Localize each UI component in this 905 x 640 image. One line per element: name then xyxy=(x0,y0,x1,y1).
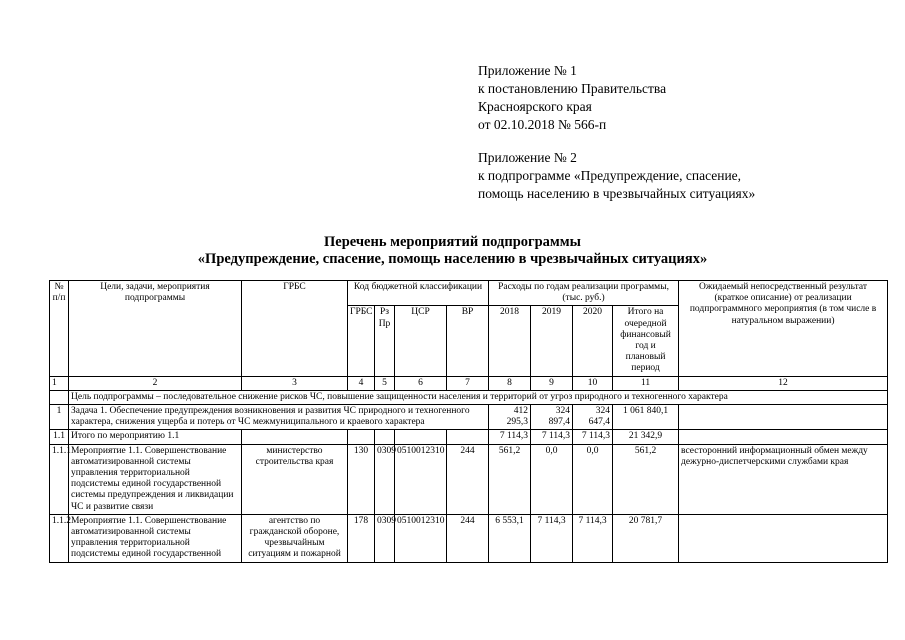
subtotal-num: 1.1 xyxy=(50,430,69,444)
header-budget-code: Код бюджетной классификации xyxy=(348,281,489,306)
table-row xyxy=(50,514,888,562)
column-number: 12 xyxy=(679,376,888,390)
goal-row xyxy=(50,390,888,404)
row-result: всесторонний информационный обмен между дежурно-диспетчерскими службами края xyxy=(679,444,888,514)
column-number: 10 xyxy=(573,376,613,390)
subtotal-2020: 7 114,3 xyxy=(573,430,613,444)
row-rzpr: 0309 xyxy=(375,444,395,514)
subheader-vr: ВР xyxy=(447,306,489,376)
row-csr: 0510012310 xyxy=(395,444,447,514)
row-2019: 0,0 xyxy=(531,444,573,514)
subtotal-grbs xyxy=(348,430,375,444)
column-number: 2 xyxy=(69,376,242,390)
subheader-2019: 2019 xyxy=(531,306,573,376)
column-number: 6 xyxy=(395,376,447,390)
row-text: Мероприятие 1.1. Совершенствование автоматизированной системы управления территориальной подсистемы единой государственной системы предупреждения и ликвидации ЧС и развитие связи xyxy=(69,444,242,514)
subheader-csr: ЦСР xyxy=(395,306,447,376)
row-grbs-name: агентство по гражданской обороне, чрезвычайным ситуациям и пожарной xyxy=(242,514,348,562)
annex-1-line: Красноярского края xyxy=(478,99,592,114)
annex-1-line: Приложение № 1 xyxy=(478,63,577,78)
column-number: 8 xyxy=(489,376,531,390)
header-expenses: Расходы по годам реализации программы, (тыс. руб.) xyxy=(489,281,679,306)
measures-table xyxy=(49,280,888,563)
task-text: Задача 1. Обеспечение предупреждения возникновения и развития ЧС природного и техногенного характера, снижения ущерба и потерь от ЧС межмуниципального и краевого характера xyxy=(69,405,489,430)
subtotal-grbs-name xyxy=(242,430,348,444)
document-subtitle: «Предупреждение, спасение, помощь населению в чрезвычайных ситуациях» xyxy=(197,251,708,267)
document-title: Перечень мероприятий подпрограммы xyxy=(324,234,581,250)
subtotal-result xyxy=(679,430,888,444)
row-2020: 7 114,3 xyxy=(573,514,613,562)
row-vr: 244 xyxy=(447,514,489,562)
header-goals: Цели, задачи, мероприятия подпрограммы xyxy=(69,281,242,377)
task-total: 1 061 840,1 xyxy=(613,405,679,430)
column-number: 9 xyxy=(531,376,573,390)
table-header-row xyxy=(50,281,888,306)
subtotal-row xyxy=(50,430,888,444)
row-num: 1.1.1 xyxy=(50,444,69,514)
row-vr: 244 xyxy=(447,444,489,514)
annex-2-line: к подпрограмме «Предупреждение, спасение, xyxy=(478,168,742,183)
row-2018: 6 553,1 xyxy=(489,514,531,562)
row-grbs: 130 xyxy=(348,444,375,514)
goal-text: Цель подпрограммы – последовательное снижение рисков ЧС, повышение защищенности населения и территорий от угроз природного и техногенного характера xyxy=(69,390,888,404)
task-result xyxy=(679,405,888,430)
task-2019: 324 897,4 xyxy=(531,405,573,430)
annex-2-header xyxy=(478,149,755,203)
subtotal-vr xyxy=(447,430,489,444)
annex-1-header xyxy=(478,62,666,134)
column-number: 7 xyxy=(447,376,489,390)
header-result: Ожидаемый непосредственный результат (краткое описание) от реализации подпрограммного мероприятия (в том числе в натуральном выражении) xyxy=(679,281,888,377)
subheader-grbs: ГРБС xyxy=(348,306,375,376)
column-number: 4 xyxy=(348,376,375,390)
column-number: 3 xyxy=(242,376,348,390)
subheader-2020: 2020 xyxy=(573,306,613,376)
subheader-total: Итого на очередной финансовый год и плановый период xyxy=(613,306,679,376)
annex-2-line: Приложение № 2 xyxy=(478,150,577,165)
row-total: 20 781,7 xyxy=(613,514,679,562)
row-2020: 0,0 xyxy=(573,444,613,514)
subtotal-rzpr xyxy=(375,430,395,444)
goal-num-cell xyxy=(50,390,69,404)
row-grbs-name: министерство строительства края xyxy=(242,444,348,514)
subtotal-total: 21 342,9 xyxy=(613,430,679,444)
row-result xyxy=(679,514,888,562)
subtotal-csr xyxy=(395,430,447,444)
column-number: 1 xyxy=(50,376,69,390)
row-rzpr: 0309 xyxy=(375,514,395,562)
subheader-2018: 2018 xyxy=(489,306,531,376)
task-2018: 412 295,3 xyxy=(489,405,531,430)
subtotal-text: Итого по мероприятию 1.1 xyxy=(69,430,242,444)
annex-2-line: помощь населению в чрезвычайных ситуациях» xyxy=(478,186,756,201)
row-total: 561,2 xyxy=(613,444,679,514)
row-text: Мероприятие 1.1. Совершенствование автоматизированной системы управления территориальной подсистемы единой государственной xyxy=(69,514,242,562)
subheader-rzpr: Рз Пр xyxy=(375,306,395,376)
row-grbs: 178 xyxy=(348,514,375,562)
header-grbs: ГРБС xyxy=(242,281,348,377)
row-csr: 0510012310 xyxy=(395,514,447,562)
column-number: 11 xyxy=(613,376,679,390)
task-row xyxy=(50,405,888,430)
task-2020: 324 647,4 xyxy=(573,405,613,430)
task-num: 1 xyxy=(50,405,69,430)
header-num: № п/п xyxy=(50,281,69,377)
annex-1-line: от 02.10.2018 № 566-п xyxy=(478,117,607,132)
row-2018: 561,2 xyxy=(489,444,531,514)
table-row xyxy=(50,444,888,514)
row-2019: 7 114,3 xyxy=(531,514,573,562)
annex-1-line: к постановлению Правительства xyxy=(478,81,667,96)
subtotal-2019: 7 114,3 xyxy=(531,430,573,444)
column-number-row xyxy=(50,376,888,390)
row-num: 1.1.2 xyxy=(50,514,69,562)
column-number: 5 xyxy=(375,376,395,390)
subtotal-2018: 7 114,3 xyxy=(489,430,531,444)
